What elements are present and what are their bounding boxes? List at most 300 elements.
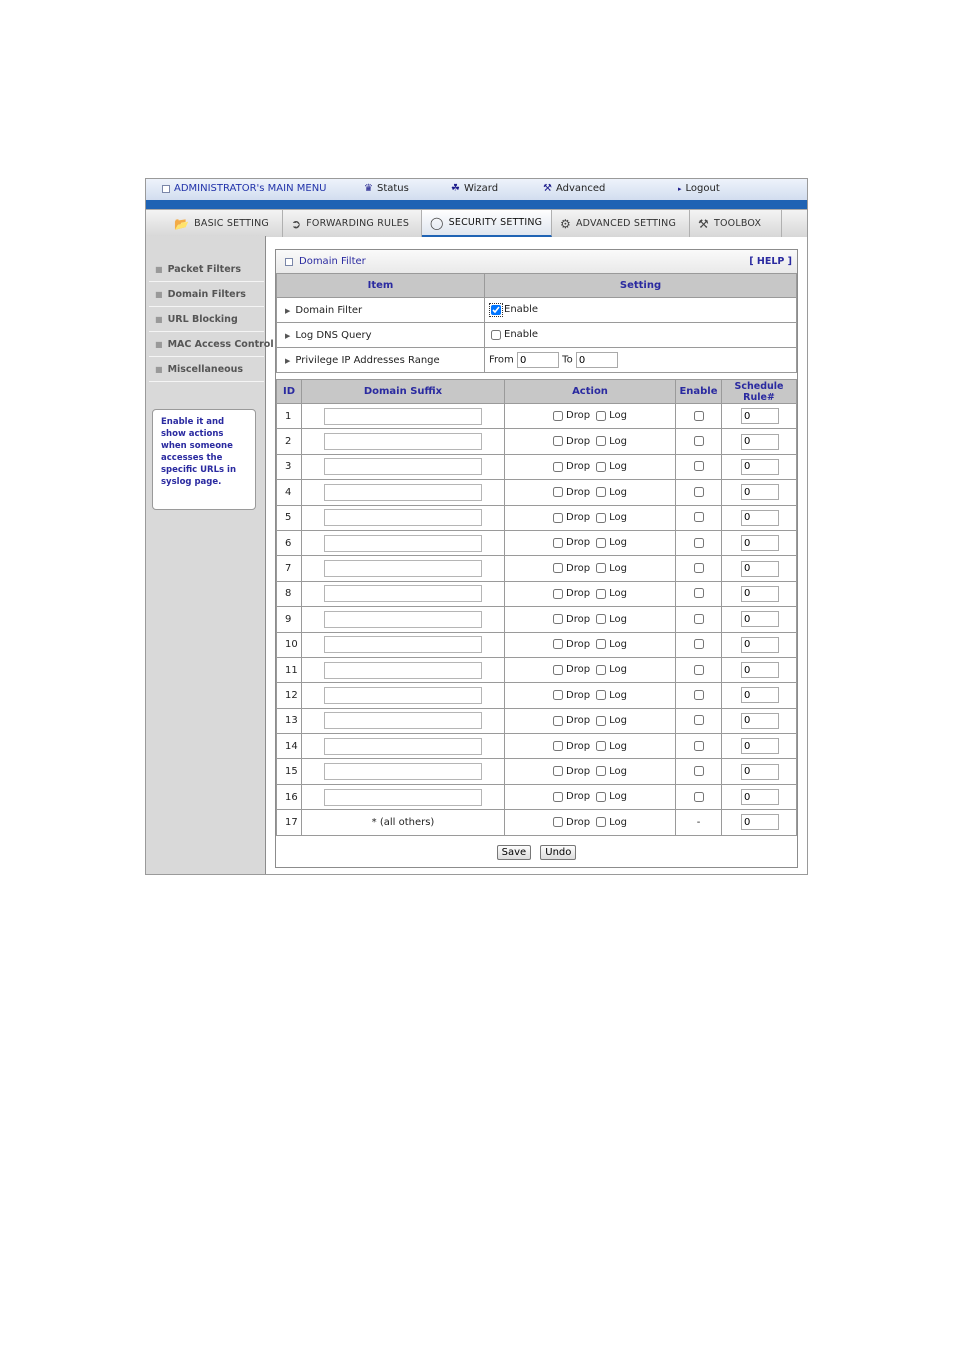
from-ip-input[interactable] (517, 352, 559, 368)
drop-label: Drop (566, 512, 591, 523)
table-row (277, 708, 797, 733)
rule-id: 2 (277, 429, 302, 454)
sidebar-item-mac-access-control[interactable] (149, 333, 274, 357)
status-link[interactable] (364, 183, 409, 194)
schedule-rule-input[interactable] (741, 789, 779, 805)
drop-label: Drop (566, 791, 591, 803)
col-id-header: ID (277, 380, 302, 404)
advanced-icon: ⚙ (560, 216, 571, 231)
domain-suffix-input[interactable] (324, 509, 482, 526)
log-checkbox[interactable] (596, 716, 606, 726)
wizard-label: Wizard (463, 183, 499, 194)
triangle-right-icon: ▶ (285, 356, 291, 365)
square-bullet-icon (162, 185, 170, 193)
domain-suffix-cell (302, 404, 505, 429)
enable-cell (676, 556, 722, 581)
log-label: Log (609, 562, 627, 574)
enable-cell (676, 657, 722, 682)
tab-label: ADVANCED SETTING (575, 218, 677, 229)
log-label: Log (609, 664, 627, 676)
schedule-rule-input[interactable] (741, 459, 779, 475)
drop-checkbox[interactable] (553, 741, 563, 751)
tab-security-setting[interactable] (422, 210, 552, 237)
forward-icon: ➲ (291, 216, 302, 231)
schedule-cell (722, 708, 797, 733)
rule-enable-checkbox[interactable] (694, 411, 704, 421)
advanced-icon: ⚒ (543, 183, 552, 194)
rule-id: 10 (277, 632, 302, 657)
rule-enable-checkbox[interactable] (694, 665, 704, 675)
table-row (277, 759, 797, 784)
drop-checkbox[interactable] (553, 766, 563, 776)
tab-label: TOOLBOX (713, 218, 762, 229)
rule-enable-checkbox[interactable] (694, 563, 704, 573)
enable-cell (676, 607, 722, 632)
log-checkbox[interactable] (596, 766, 606, 776)
rule-id: 5 (277, 505, 302, 530)
bullet-icon: ■ (155, 340, 163, 349)
drop-label: Drop (566, 638, 591, 650)
action-cell (505, 657, 676, 682)
domain-suffix-input[interactable] (324, 484, 482, 501)
enable-cell (676, 759, 722, 784)
schedule-cell (722, 530, 797, 555)
rule-id: 14 (277, 734, 302, 759)
nav-tab-strip (146, 209, 807, 237)
rule-enable-checkbox[interactable] (694, 436, 704, 446)
domain-suffix-input[interactable] (324, 535, 482, 552)
domain-suffix-cell (302, 632, 505, 657)
drop-label: Drop (566, 562, 591, 574)
schedule-cell (722, 759, 797, 784)
log-checkbox[interactable] (596, 589, 606, 599)
rule-id: 6 (277, 530, 302, 555)
action-cell (505, 505, 676, 530)
schedule-cell (722, 429, 797, 454)
drop-label: Drop (566, 461, 591, 473)
schedule-cell (722, 810, 797, 835)
table-row (277, 683, 797, 708)
schedule-cell (722, 556, 797, 581)
advanced-link[interactable] (543, 183, 605, 194)
schedule-rule-input[interactable] (741, 484, 779, 500)
domain-suffix-input[interactable] (324, 560, 482, 577)
domain-suffix-cell (302, 708, 505, 733)
schedule-rule-input[interactable] (741, 535, 779, 551)
arrow-right-icon: ▸ (678, 184, 682, 193)
domain-filter-panel (275, 249, 798, 868)
logout-link[interactable] (678, 183, 720, 194)
domain-suffix-cell (302, 810, 505, 835)
rule-id: 3 (277, 454, 302, 479)
domain-suffix-cell (302, 505, 505, 530)
schedule-rule-input[interactable] (741, 687, 779, 703)
log-checkbox[interactable] (596, 741, 606, 751)
log-label: Log (609, 512, 627, 523)
bullet-icon: ■ (155, 365, 163, 374)
drop-checkbox[interactable] (553, 436, 563, 446)
log-checkbox[interactable] (596, 436, 606, 446)
schedule-rule-input[interactable] (741, 814, 779, 830)
rule-id: 11 (277, 657, 302, 682)
domain-suffix-input[interactable] (324, 585, 482, 602)
tab-label: BASIC SETTING (194, 218, 269, 229)
table-row (277, 480, 797, 505)
schedule-rule-input[interactable] (741, 713, 779, 729)
rule-id: 4 (277, 480, 302, 505)
domain-suffix-input[interactable] (324, 636, 482, 653)
domain-suffix-cell (302, 683, 505, 708)
settings-table (276, 273, 797, 373)
action-cell (505, 683, 676, 708)
domain-suffix-input[interactable] (324, 738, 482, 755)
col-domain-suffix-header: Domain Suffix (302, 380, 505, 404)
sidebar-item-label: Packet Filters (167, 264, 241, 275)
log-label: Log (609, 740, 627, 752)
security-icon: ◯ (430, 215, 444, 230)
schedule-rule-input[interactable] (741, 586, 779, 602)
domain-suffix-cell (302, 581, 505, 606)
domain-suffix-input[interactable] (324, 712, 482, 729)
domain-suffix-cell (302, 734, 505, 759)
tab-toolbox[interactable] (690, 210, 782, 237)
status-label: Status (376, 183, 409, 194)
table-row (277, 784, 797, 809)
sidebar-item-url-blocking[interactable] (149, 308, 264, 332)
action-cell (505, 556, 676, 581)
domain-suffix-input[interactable] (324, 408, 482, 425)
log-dns-setting-cell (485, 323, 797, 348)
enable-cell (676, 683, 722, 708)
domain-suffix-cell (302, 454, 505, 479)
privilege-setting-cell (485, 348, 797, 373)
log-checkbox[interactable] (596, 563, 606, 573)
schedule-rule-input[interactable] (741, 611, 779, 627)
rule-enable-checkbox[interactable] (694, 741, 704, 751)
rule-id: 9 (277, 607, 302, 632)
drop-label: Drop (566, 816, 591, 828)
log-checkbox[interactable] (596, 665, 606, 675)
drop-checkbox[interactable] (553, 589, 563, 599)
enable-cell (676, 810, 722, 835)
triangle-right-icon: ▶ (285, 331, 291, 340)
sidebar-item-miscellaneous[interactable] (149, 358, 264, 382)
col-setting-header: Setting (485, 274, 797, 298)
enable-label: Enable (504, 304, 539, 316)
panel-title-text: Domain Filter (299, 256, 366, 267)
drop-label: Drop (566, 664, 591, 676)
table-row (277, 657, 797, 682)
domain-filter-label: Domain Filter (295, 304, 363, 316)
drop-checkbox[interactable] (553, 639, 563, 649)
rule-id: 15 (277, 759, 302, 784)
admin-main-menu-link[interactable] (162, 183, 327, 194)
tab-label: SECURITY SETTING (448, 217, 543, 228)
to-label: To (562, 354, 573, 366)
col-action-header: Action (505, 380, 676, 404)
bullet-icon: ■ (155, 315, 163, 324)
schedule-cell (722, 505, 797, 530)
log-label: Log (609, 537, 627, 549)
enable-cell (676, 784, 722, 809)
drop-checkbox[interactable] (553, 716, 563, 726)
drop-label: Drop (566, 715, 591, 727)
col-enable-header: Enable (676, 380, 722, 404)
tab-advanced-setting[interactable] (552, 210, 690, 237)
rule-id: 1 (277, 404, 302, 429)
log-label: Log (609, 765, 627, 777)
schedule-rule-input[interactable] (741, 738, 779, 754)
log-checkbox[interactable] (596, 462, 606, 472)
domain-suffix-input[interactable] (324, 662, 482, 679)
rule-enable-checkbox[interactable] (694, 792, 704, 802)
triangle-right-icon: ▶ (285, 306, 291, 315)
rule-enable-checkbox[interactable] (694, 639, 704, 649)
enable-cell (676, 429, 722, 454)
panel-header (276, 250, 797, 274)
schedule-rule-input[interactable] (741, 561, 779, 577)
logout-label: Logout (685, 183, 720, 194)
enable-cell (676, 454, 722, 479)
action-cell (505, 607, 676, 632)
drop-checkbox[interactable] (553, 538, 563, 548)
log-dns-label-cell (277, 323, 485, 348)
drop-checkbox[interactable] (553, 513, 563, 523)
domain-suffix-cell (302, 607, 505, 632)
table-row (277, 607, 797, 632)
log-label: Log (609, 588, 627, 600)
enable-dash: - (696, 816, 701, 828)
drop-checkbox[interactable] (553, 487, 563, 497)
action-cell (505, 734, 676, 759)
rule-id: 7 (277, 556, 302, 581)
schedule-cell (722, 454, 797, 479)
action-cell (505, 480, 676, 505)
drop-checkbox[interactable] (553, 792, 563, 802)
drop-checkbox[interactable] (553, 462, 563, 472)
domain-suffix-cell (302, 657, 505, 682)
sidebar-item-label: Miscellaneous (167, 364, 244, 375)
main-menu-bar (146, 179, 807, 201)
square-bullet-icon (285, 258, 293, 266)
drop-label: Drop (566, 588, 591, 600)
table-row (277, 505, 797, 530)
log-checkbox[interactable] (596, 690, 606, 700)
log-checkbox[interactable] (596, 513, 606, 523)
enable-cell (676, 530, 722, 555)
enable-cell (676, 404, 722, 429)
rule-enable-checkbox[interactable] (694, 588, 704, 598)
table-row (277, 734, 797, 759)
sidebar-item-domain-filters[interactable] (149, 283, 264, 307)
action-cell (505, 632, 676, 657)
table-row (277, 581, 797, 606)
rule-enable-checkbox[interactable] (694, 461, 704, 471)
drop-label: Drop (566, 410, 591, 422)
log-label: Log (609, 816, 627, 828)
help-link[interactable]: [ HELP ] (749, 256, 792, 267)
table-row (277, 810, 797, 835)
sidebar-item-label: MAC Access Control (167, 339, 274, 350)
drop-label: Drop (566, 613, 591, 625)
log-label: Log (609, 435, 627, 447)
action-cell (505, 429, 676, 454)
log-dns-label: Log DNS Query (295, 329, 372, 341)
help-tip-box: Enable it and show actions when someone accesses the specific URLs in syslog page. (152, 409, 256, 510)
table-row (277, 404, 797, 429)
log-label: Log (609, 638, 627, 650)
domain-suffix-cell (302, 556, 505, 581)
rule-enable-checkbox[interactable] (694, 715, 704, 725)
schedule-cell (722, 784, 797, 809)
schedule-rule-input[interactable] (741, 764, 779, 780)
table-row (277, 530, 797, 555)
log-checkbox[interactable] (596, 792, 606, 802)
schedule-rule-input[interactable] (741, 434, 779, 450)
rule-enable-checkbox[interactable] (694, 512, 704, 522)
domain-suffix-cell (302, 784, 505, 809)
undo-button[interactable]: Undo (540, 845, 576, 860)
enable-cell (676, 708, 722, 733)
drop-checkbox[interactable] (553, 817, 563, 827)
domain-suffix-cell (302, 759, 505, 784)
privilege-label: Privilege IP Addresses Range (295, 354, 440, 366)
wizard-link[interactable] (451, 183, 498, 194)
domain-suffix-input[interactable] (324, 789, 482, 806)
bullet-icon: ■ (155, 265, 163, 274)
action-cell (505, 784, 676, 809)
sidebar-item-label: Domain Filters (167, 289, 246, 300)
all-others-label: * (all others) (371, 816, 435, 828)
panel-title (285, 256, 366, 267)
rule-id: 13 (277, 708, 302, 733)
action-cell (505, 708, 676, 733)
domain-suffix-cell (302, 429, 505, 454)
table-row (277, 429, 797, 454)
log-checkbox[interactable] (596, 614, 606, 624)
rule-id: 17 (277, 810, 302, 835)
status-icon: ♛ (364, 183, 373, 194)
log-label: Log (609, 689, 627, 701)
log-checkbox[interactable] (596, 817, 606, 827)
rule-enable-checkbox[interactable] (694, 690, 704, 700)
rule-enable-checkbox[interactable] (694, 766, 704, 776)
drop-checkbox[interactable] (553, 690, 563, 700)
rule-enable-checkbox[interactable] (694, 614, 704, 624)
tab-label: FORWARDING RULES (306, 218, 410, 229)
bullet-icon: ■ (155, 290, 163, 299)
schedule-cell (722, 683, 797, 708)
action-cell (505, 454, 676, 479)
schedule-cell (722, 581, 797, 606)
drop-checkbox[interactable] (553, 563, 563, 573)
domain-suffix-cell (302, 480, 505, 505)
domain-filter-label-cell (277, 298, 485, 323)
schedule-rule-input[interactable] (741, 510, 779, 526)
log-checkbox[interactable] (596, 411, 606, 421)
router-admin-window (145, 178, 808, 875)
enable-cell (676, 581, 722, 606)
action-cell (505, 404, 676, 429)
log-checkbox[interactable] (596, 487, 606, 497)
schedule-cell (722, 480, 797, 505)
drop-label: Drop (566, 765, 591, 777)
enable-label: Enable (504, 329, 539, 341)
drop-label: Drop (566, 740, 591, 752)
col-item-header: Item (277, 274, 485, 298)
from-label: From (489, 354, 514, 366)
schedule-cell (722, 607, 797, 632)
table-row (277, 632, 797, 657)
schedule-cell (722, 657, 797, 682)
rule-enable-checkbox[interactable] (694, 487, 704, 497)
table-row (277, 556, 797, 581)
sidebar-item-packet-filters[interactable] (149, 258, 264, 282)
domain-filter-setting-cell (485, 298, 797, 323)
nav-bar (146, 200, 807, 236)
domain-suffix-input[interactable] (324, 687, 482, 704)
action-cell (505, 581, 676, 606)
domain-filter-enable-checkbox[interactable] (491, 305, 501, 315)
to-ip-input[interactable] (576, 352, 618, 368)
action-cell (505, 810, 676, 835)
col-schedule-header: Schedule Rule# (722, 380, 797, 404)
action-cell (505, 759, 676, 784)
sidebar (146, 236, 274, 874)
domain-suffix-input[interactable] (324, 433, 482, 450)
domain-suffix-input[interactable] (324, 763, 482, 780)
enable-cell (676, 480, 722, 505)
toolbox-icon: ⚒ (698, 216, 709, 231)
tab-basic-setting[interactable] (166, 210, 283, 237)
schedule-rule-input[interactable] (741, 662, 779, 678)
log-checkbox[interactable] (596, 639, 606, 649)
log-dns-enable-checkbox[interactable] (491, 330, 501, 340)
form-buttons (276, 840, 797, 860)
rule-enable-checkbox[interactable] (694, 538, 704, 548)
schedule-rule-input[interactable] (741, 408, 779, 424)
sidebar-item-label: URL Blocking (167, 314, 238, 325)
log-label: Log (609, 410, 627, 422)
rule-id: 8 (277, 581, 302, 606)
enable-cell (676, 505, 722, 530)
domain-suffix-input[interactable] (324, 458, 482, 475)
drop-checkbox[interactable] (553, 411, 563, 421)
schedule-cell (722, 632, 797, 657)
drop-checkbox[interactable] (553, 614, 563, 624)
log-label: Log (609, 791, 627, 803)
rule-id: 12 (277, 683, 302, 708)
log-label: Log (609, 486, 627, 498)
drop-label: Drop (566, 486, 591, 498)
advanced-label: Advanced (555, 183, 606, 194)
save-button[interactable]: Save (497, 845, 532, 860)
domain-rules-table (276, 379, 797, 836)
log-label: Log (609, 613, 627, 625)
action-cell (505, 530, 676, 555)
domain-suffix-input[interactable] (324, 611, 482, 628)
schedule-cell (722, 734, 797, 759)
tab-forwarding-rules[interactable] (283, 210, 422, 237)
drop-checkbox[interactable] (553, 665, 563, 675)
log-checkbox[interactable] (596, 538, 606, 548)
schedule-cell (722, 404, 797, 429)
log-label: Log (609, 461, 627, 473)
privilege-label-cell (277, 348, 485, 373)
enable-cell (676, 734, 722, 759)
drop-label: Drop (566, 435, 591, 447)
schedule-rule-input[interactable] (741, 637, 779, 653)
